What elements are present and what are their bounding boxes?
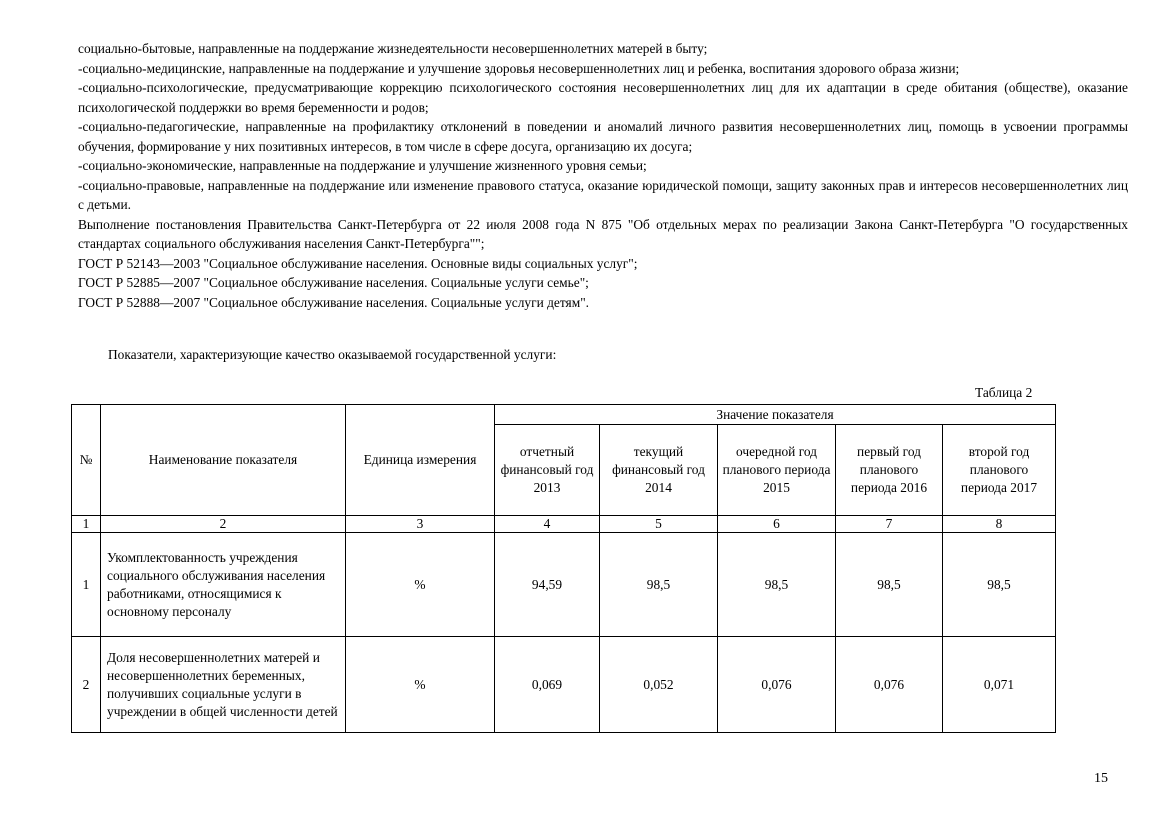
header-year: текущий финансовый год 2014 (600, 425, 718, 516)
row-value: 0,076 (836, 637, 943, 733)
intro-paragraph: -социально-педагогические, направленные на профилактику отклонений в поведении и аномалий личного развития несовершеннолетних лиц, помощь в усвоении программы обучения, формирование у них позитивных интересов, в том числе в сфере досуга, организацию их досуга; (78, 119, 1128, 154)
intro-paragraph: ГОСТ Р 52888—2007 "Социальное обслуживание населения. Социальные услуги детям". (78, 294, 590, 310)
intro-paragraph: -социально-экономические, направленные на поддержание и улучшение жизненного уровня семьи; (78, 158, 647, 173)
row-value: 0,052 (600, 637, 718, 733)
row-value: 0,076 (718, 637, 836, 733)
column-number: 7 (836, 516, 943, 533)
column-number: 8 (943, 516, 1056, 533)
header-year: второй год планового периода 2017 (943, 425, 1056, 516)
row-num: 1 (72, 533, 101, 637)
row-unit: % (346, 533, 495, 637)
header-group: Значение показателя (495, 405, 1056, 425)
page-number: 15 (1094, 771, 1108, 786)
row-value: 98,5 (943, 533, 1056, 637)
header-num: № (72, 405, 101, 516)
intro-paragraph: ГОСТ Р 52885—2007 "Социальное обслуживание населения. Социальные услуги семье"; (78, 275, 589, 290)
header-unit: Единица измерения (346, 405, 495, 516)
table-caption: Показатели, характеризующие качество оказываемой государственной услуги: (108, 347, 557, 362)
intro-text (78, 39, 1128, 312)
header-year: первый год планового периода 2016 (836, 425, 943, 516)
row-name: Доля несовершеннолетних матерей и несовершеннолетних беременных, получивших социальные услуги в учреждении в общей численности детей (101, 637, 346, 733)
intro-paragraph: ГОСТ Р 52143—2003 "Социальное обслуживание населения. Основные виды социальных услуг"; (78, 255, 638, 271)
column-number: 6 (718, 516, 836, 533)
indicators-table (71, 404, 1056, 733)
row-unit: % (346, 637, 495, 733)
column-number: 5 (600, 516, 718, 533)
intro-paragraph: -социально-психологические, предусматривающие коррекцию психологического состояния несовершеннолетних лиц для их адаптации в среде обитания (обществе), оказание психологической поддержки во время беременности и родов; (78, 80, 1128, 115)
row-value: 0,071 (943, 637, 1056, 733)
intro-paragraph: Выполнение постановления Правительства Санкт-Петербурга от 22 июля 2008 года N 875 "Об отдельных мерах по реализации Закона Санкт-Петербурга "О государственных стандартах социального обслуживания населения Санкт-Петербурга""; (78, 216, 1128, 251)
header-row (72, 405, 1056, 425)
column-number: 3 (346, 516, 495, 533)
row-value: 98,5 (836, 533, 943, 637)
row-value: 98,5 (600, 533, 718, 637)
row-value: 0,069 (495, 637, 600, 733)
column-number: 2 (101, 516, 346, 533)
column-number: 4 (495, 516, 600, 533)
table-row (72, 533, 1056, 637)
table-label: Таблица 2 (975, 385, 1033, 400)
header-year: очередной год планового периода 2015 (718, 425, 836, 516)
header-year: отчетный финансовый год 2013 (495, 425, 600, 516)
row-value: 98,5 (718, 533, 836, 637)
row-num: 2 (72, 637, 101, 733)
column-numbers-row (72, 516, 1056, 533)
table-row (72, 637, 1056, 733)
intro-paragraph: -социально-правовые, направленные на поддержание или изменение правового статуса, оказание юридической помощи, защиту законных прав и интересов несовершеннолетних лиц с детьми. (78, 177, 1128, 212)
intro-paragraph: социально-бытовые, направленные на поддержание жизнедеятельности несовершеннолетних матерей в быту; (78, 41, 708, 56)
column-number: 1 (72, 516, 101, 533)
header-name: Наименование показателя (101, 405, 346, 516)
intro-paragraph: -социально-медицинские, направленные на поддержание и улучшение здоровья несовершеннолетних лиц и ребенка, воспитания здорового образа жизни; (78, 60, 960, 76)
row-name: Укомплектованность учреждения социального обслуживания населения работниками, относящимися к основному персоналу (101, 533, 346, 637)
row-value: 94,59 (495, 533, 600, 637)
